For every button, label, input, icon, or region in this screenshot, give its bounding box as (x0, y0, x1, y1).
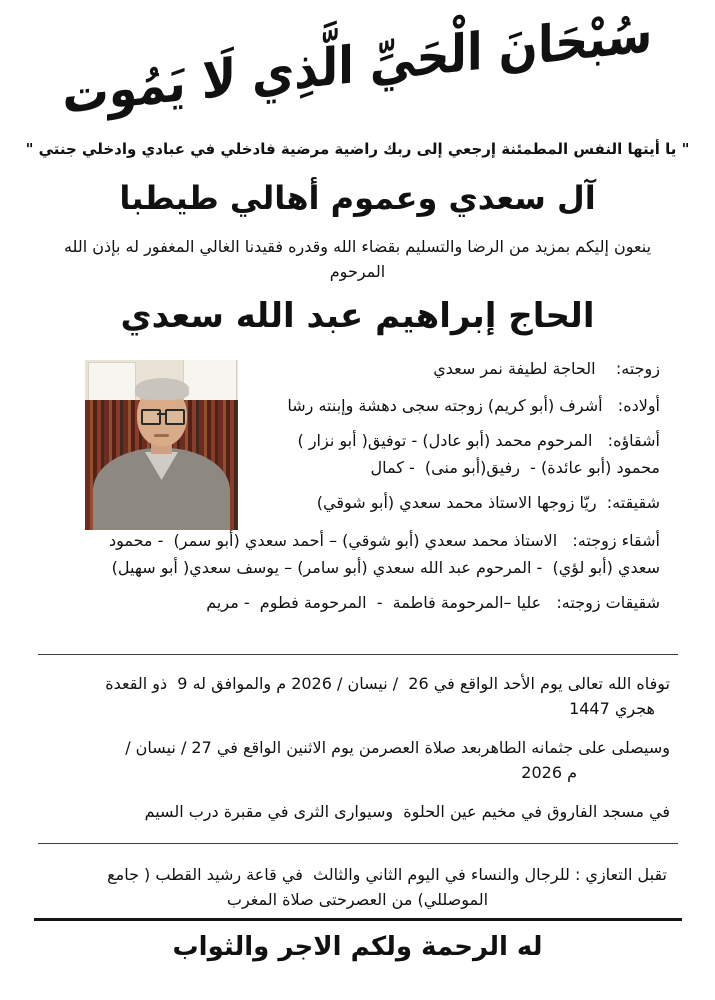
separator-line-thick (34, 918, 682, 921)
condolences-line-1: تقبل التعازي : للرجال والنساء في اليوم الثاني والثالث في قاعة رشيد القطب ( جامع (107, 865, 667, 884)
family-details-section (0, 356, 715, 626)
condolences-line-2: الموصللي) من العصرحتى صلاة المغرب (226, 890, 489, 909)
deceased-name: الحاج إبراهيم عبد الله سعدي (120, 296, 595, 336)
separator-line-2 (38, 843, 678, 844)
sister-line: شقيقته: ريّا زوجها الاستاذ محمد سعدي (أبو شوقي) (316, 493, 660, 512)
photo-wall-frame-left (89, 363, 135, 403)
family-title: آل سعدي وعموم أهالي طيطبا (119, 179, 596, 217)
photo-wall-frame-right (184, 360, 236, 402)
deceased-photo (85, 360, 238, 530)
photo-glasses-bridge (157, 413, 165, 415)
death-date-line-1: توفاه الله تعالى يوم الأحد الواقع في 26 / نيسان / 2026 م والموافق له 9 ذو القعدة (105, 674, 670, 693)
photo-glasses-right-lens (165, 409, 185, 425)
photo-glasses-left-lens (141, 409, 161, 425)
announcement-line-2: المرحوم (329, 262, 386, 281)
brothers-line-1: أشقاؤه: المرحوم محمد (أبو عادل) - توفيق( أبو نزار ) (297, 431, 660, 450)
burial-location-line: في مسجد الفاروق في مخيم عين الحلوة وسيوارى الثرى في مقبرة درب السيم (144, 802, 670, 821)
wife-brothers-line-2: سعدي (أبو لؤي) - المرحوم عبد الله سعدي (أبو سامر) – يوسف سعدي( أبو سهيل) (111, 558, 660, 577)
wife-brothers-line-1: أشقاء زوجته: الاستاذ محمد سعدي (أبو شوقي) – أحمد سعدي (أبو سمر) - محمود (108, 531, 660, 550)
closing-blessing: له الرحمة ولكم الاجر والثواب (172, 932, 543, 962)
children-line: أولاده: أشرف (أبو كريم) زوجته سجى دهشة وإبنته رشا (287, 396, 660, 415)
photo-mouth (154, 434, 169, 437)
death-date-line-2: 1447 هجري (569, 699, 655, 718)
funeral-prayer-line-2: 2026 م (521, 763, 577, 782)
photo-hair (135, 378, 189, 400)
calligraphy-header: سُبْحَانَ الْحَيِّ الَّذِي لَا يَمُوت (62, 2, 653, 126)
funeral-prayer-line-1: وسيصلى على جثمانه الطاهربعد صلاة العصرمن يوم الاثنين الواقع في 27 / نيسان / (125, 738, 670, 757)
announcement-line-1: ينعون إليكم بمزيد من الرضا والتسليم بقضاء الله وقدره فقيدنا الغالي المغفور له بإذن الله (63, 237, 652, 256)
wife-sisters-line: شقيقات زوجته: عليا –المرحومة فاطمة - المرحومة فطوم - مريم (206, 593, 660, 612)
quran-verse: " يا أيتها النفس المطمئنة إرجعي إلى ربك راضية مرضية فادخلي في عبادي وادخلي جنتي " (25, 140, 690, 158)
wife-line: زوجته: الحاجة لطيفة نمر سعدي (433, 359, 660, 378)
brothers-line-2: محمود (أبو عائدة) - رفيق(أبو منى) - كمال (370, 458, 660, 477)
separator-line-1 (38, 654, 678, 655)
